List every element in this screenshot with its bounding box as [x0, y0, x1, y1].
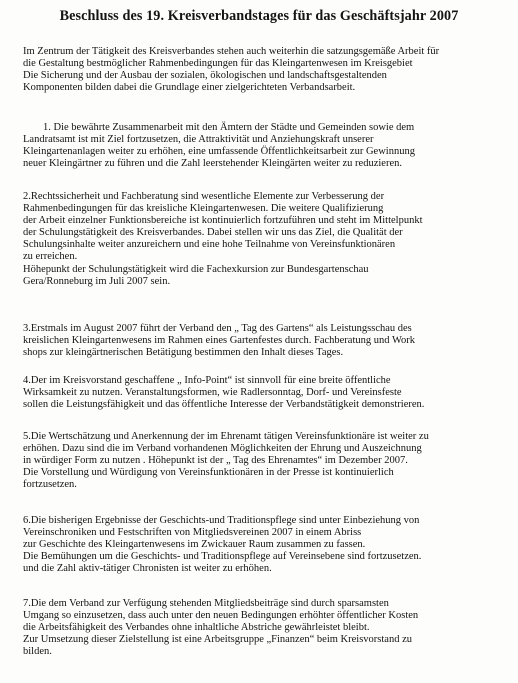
paragraph-line: Die Bemühungen um die Geschichts- und Traditionspflege auf Vereinsebene sind fortzusetzen.: [23, 551, 422, 563]
paragraph-line: sollen die Leistungsfähigkeit und das öffentliche Interesse der Verbandstätigkeit demonstrieren.: [23, 399, 425, 411]
paragraph-line: 4.Der im Kreisvorstand geschaffene „ Info-Point“ ist sinnvoll für eine breite öffentliche: [23, 375, 391, 386]
paragraph-line: Zur Umsetzung dieser Zielstellung ist eine Arbeitsgruppe „Finanzen“ beim Kreisvorstand zu: [23, 634, 412, 646]
paragraph-line: 5.Die Wertschätzung und Anerkennung der im Ehrenamt tätigen Vereinsfunktionäre ist weiter zu: [23, 431, 429, 442]
paragraph-line: erhöhen. Dazu sind die im Verband vorhandenen Möglichkeiten der Ehrung und Auszeichnung: [23, 443, 422, 455]
paragraph-line: Schulungsinhalte weiter anzureichern und eine hohe Teilnahme von Vereinsfunktionären: [23, 239, 396, 251]
paragraph-4: [23, 375, 503, 411]
paragraph-line: Höhepunkt der Schulungstätigkeit wird die Fachexkursion zur Bundesgartenschau: [23, 263, 369, 275]
paragraph-line: Landratsamt ist mit Ziel fortzusetzen, die Attraktivität und Anziehungskraft unserer: [23, 134, 374, 146]
paragraph-line: shops zur kleingärtnerischen Betätigung bestimmen den Inhalt dieses Tages.: [23, 347, 344, 359]
paragraph-line: Die Vorstellung und Würdigung von Vereinsfunktionären in der Presse ist kontinuierlich: [23, 467, 394, 479]
intro-paragraph: [23, 46, 503, 94]
paragraph-1: [23, 122, 503, 170]
paragraph-line: neuer Kleingärtner zu führen und die Zahl leerstehender Kleingärten weiter zu reduzieren.: [23, 158, 402, 170]
intro-line: Die Sicherung und der Ausbau der sozialen, ökologischen und landschaftsgestaltenden: [23, 70, 387, 82]
paragraph-line: Umgang so einzusetzen, dass auch unter den neuen Bedingungen erhöhter öffentlicher Kosten: [23, 610, 419, 622]
intro-line: die Gestaltung bestmöglicher Rahmenbedingungen für das Kleingartenwesen im Kreisgebiet: [23, 58, 413, 70]
paragraph-line: 2.Rechtssicherheit und Fachberatung sind wesentliche Elemente zur Verbesserung der: [23, 191, 385, 202]
paragraph-line: Kleingartenanlagen weiter zu erhöhen, eine umfassende Öffentlichkeitsarbeit zur Gewinnung: [23, 146, 415, 158]
document-title: Beschluss des 19. Kreisverbandstages für das Geschäftsjahr 2007: [59, 8, 459, 24]
paragraph-line: kreislichen Kleingartenwesens im Rahmen eines Gartenfestes durch. Fachberatung und Work: [23, 335, 416, 347]
paragraph-line: bilden.: [23, 646, 52, 658]
intro-line: Komponenten bilden dabei die Grundlage einer zielgerichteten Verbandsarbeit.: [23, 82, 356, 94]
paragraph-3: [23, 323, 503, 359]
paragraph-6: [23, 515, 503, 575]
paragraph-line: zur Geschichte des Kleingartenwesens im Zwickauer Raum zusammen zu fassen.: [23, 539, 366, 551]
paragraph-line: der Schulungstätigkeit des Kreisverbandes. Dabei stellen wir uns das Ziel, die Qualität der: [23, 227, 403, 239]
paragraph-line: Vereinschroniken und Festschriften von Mitgliedsvereinen 2007 in einem Abriss: [23, 527, 362, 539]
paragraph-2: [23, 191, 503, 288]
paragraph-line: in würdiger Form zu nutzen . Höhepunkt ist der „ Tag des Ehrenamtes“ im Dezember 2007.: [23, 455, 408, 467]
paragraph-line: Wirksamkeit zu nutzen. Veranstaltungsformen, wie Radlersonntag, Dorf- und Vereinsfeste: [23, 387, 402, 399]
paragraph-line: zu erreichen.: [23, 251, 78, 263]
paragraph-line: fortzusetzen.: [23, 479, 77, 491]
paragraph-line: Rahmenbedingungen für das kreisliche Kleingartenwesen. Die weitere Qualifizierung: [23, 203, 384, 215]
intro-line: Im Zentrum der Tätigkeit des Kreisverbandes stehen auch weiterhin die satzungsgemäße Arbeit für: [23, 46, 440, 57]
paragraph-line: Gera/Ronneburg im Juli 2007 sein.: [23, 275, 171, 287]
paragraph-line: die Arbeitsfähigkeit des Verbandes ohne inhaltliche Abstriche gewährleistet bleibt.: [23, 622, 370, 634]
paragraph-line: 3.Erstmals im August 2007 führt der Verband den „ Tag des Gartens“ als Leistungsschau des: [23, 323, 412, 334]
paragraph-line: 6.Die bisherigen Ergebnisse der Geschichts-und Traditionspflege sind unter Einbeziehung von: [23, 515, 420, 526]
paragraph-line: und die Zahl aktiv-tätiger Chronisten ist weiter zu erhöhen.: [23, 563, 272, 575]
paragraph-line: 1. Die bewährte Zusammenarbeit mit den Ämtern der Städte und Gemeinden sowie dem: [43, 122, 415, 133]
paragraph-7: [23, 598, 503, 658]
paragraph-5: [23, 431, 503, 491]
paragraph-line: der Arbeit einzelner Funktionsbereiche ist kontinuierlich fortzuführen und steht im Mittelpunkt: [23, 215, 423, 227]
paragraph-line: 7.Die dem Verband zur Verfügung stehenden Mitgliedsbeiträge sind durch sparsamsten: [23, 598, 389, 609]
